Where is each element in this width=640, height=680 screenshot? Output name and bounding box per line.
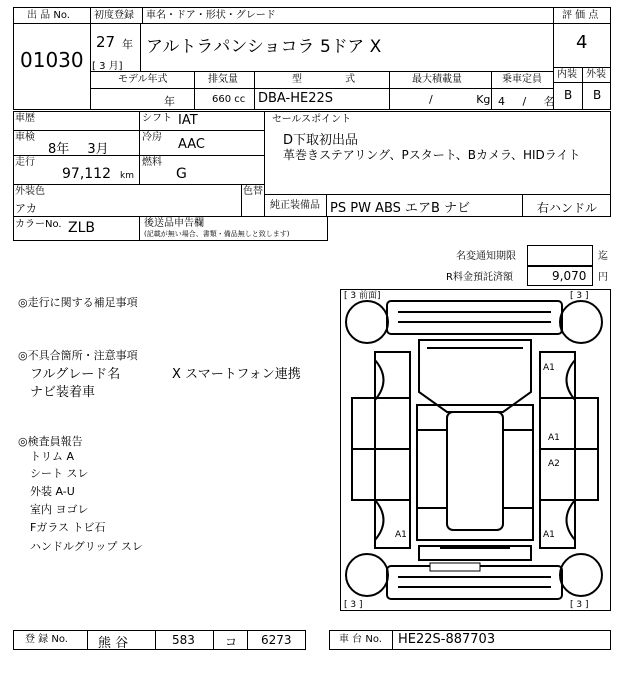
car-name: アルトラパンショコラ 5ドア X: [146, 37, 382, 57]
color-value: アカ: [15, 202, 37, 215]
lot-number-label: 出 品 No.: [27, 10, 70, 21]
interior-label: 内装: [557, 69, 577, 80]
score-label: 評 価 点: [562, 10, 599, 21]
first-registration-label: 初度登録: [94, 10, 134, 21]
inspector-report-label: ◎検査員報告: [18, 435, 83, 448]
registration-class: 583: [172, 633, 195, 647]
inspection-value: 8年 3月: [48, 142, 109, 157]
name-change-suffix: 迄: [598, 251, 608, 262]
color-change-label: 色替: [243, 186, 263, 197]
color-number-value: ZLB: [68, 220, 95, 236]
inspector-line: 室内 ヨゴレ: [30, 503, 89, 516]
first-registration-year: 27: [96, 33, 116, 51]
damage-mark-door-rear-right: A2: [548, 459, 560, 469]
sales-point-line1: D下取初出品: [283, 133, 359, 148]
max-load-label: 最大積載量: [412, 74, 462, 85]
aftermarket-label: 後送品申告欄: [144, 218, 204, 229]
mileage-unit: km: [120, 171, 134, 181]
damage-mark-rear-left: A1: [395, 530, 407, 540]
ac-label: 冷房: [142, 132, 162, 143]
inspector-line: シート スレ: [30, 467, 89, 480]
car-name-label: 車名・ドア・形状・グレード: [146, 10, 276, 21]
capacity: 4 / 名: [498, 95, 555, 108]
recycle-fee-label: R料金預託済額: [446, 272, 513, 283]
damage-mark-rear-right: A1: [543, 530, 555, 540]
inspector-line: ハンドルグリップ スレ: [30, 540, 143, 553]
corner-label-rear-right: [ 3 ]: [570, 600, 589, 610]
damage-mark-fender-right: A1: [543, 363, 555, 373]
chassis-number: HE22S-887703: [398, 632, 496, 647]
name-change-label: 名変通知期限: [456, 251, 516, 262]
recycle-fee-value: 9,070: [552, 269, 587, 283]
year-unit: 年: [122, 38, 133, 51]
inspection-label: 車検: [15, 132, 35, 143]
equipment-label: 純正装備品: [270, 200, 320, 211]
registration-kana: コ: [225, 635, 238, 649]
defect-line1b: X スマートフォン連携: [172, 367, 301, 382]
sales-point-line2: 革巻きステアリング、Pスタート、Bカメラ、HIDライト: [283, 148, 581, 162]
inspector-line: トリム A: [30, 450, 75, 463]
displacement: 660 cc: [212, 94, 246, 105]
inspector-line: Fガラス トビ石: [30, 521, 106, 534]
exterior-grade: B: [593, 88, 602, 102]
shift-value: IAT: [178, 113, 198, 128]
capacity-label: 乗車定員: [502, 74, 542, 85]
shift-label: シフト: [142, 113, 172, 124]
model-year-unit: 年: [164, 95, 175, 108]
fuel-value: G: [176, 166, 187, 182]
inspector-line: 外装 A-U: [30, 485, 75, 498]
history-label: 車歴: [15, 113, 35, 124]
damage-mark-door-front-right: A1: [548, 433, 560, 443]
mileage-value: 97,112: [62, 166, 111, 182]
fuel-label: 燃料: [142, 157, 162, 168]
defect-line1a: フルグレード名: [30, 367, 121, 382]
aftermarket-note: (記載が無い場合、書類・備品無しと致します): [144, 230, 290, 238]
model-year-label: モデル年式: [118, 74, 168, 85]
mileage-label: 走行: [15, 157, 35, 168]
sales-point-label: セールスポイント: [272, 114, 352, 125]
max-load: / Kg: [429, 93, 491, 106]
corner-label-front-right: [ 3 ]: [570, 291, 589, 301]
exterior-label: 外装: [586, 69, 606, 80]
defects-label: ◎不具合箇所・注意事項: [18, 349, 138, 362]
displacement-label: 排気量: [208, 74, 238, 85]
lot-number: 01030: [20, 48, 84, 72]
steering-value: 右ハンドル: [537, 201, 598, 215]
recycle-fee-unit: 円: [598, 272, 608, 283]
color-label: 外装色: [15, 186, 45, 197]
overall-score: 4: [576, 32, 588, 53]
registration-label: 登 録 No.: [25, 634, 68, 645]
registration-place: 熊 谷: [98, 636, 129, 651]
corner-label-front-left: [ 3 前面]: [344, 291, 381, 301]
driving-notes-label: ◎走行に関する補足事項: [18, 296, 138, 309]
ac-value: AAC: [178, 137, 205, 152]
defect-line2: ナビ装着車: [30, 385, 96, 400]
chassis-label: 車 台 No.: [339, 634, 382, 645]
color-number-label: カラーNo.: [15, 219, 62, 230]
first-registration-month: [ 3 月]: [92, 61, 123, 72]
model-label: 型 式: [292, 74, 356, 85]
corner-label-rear-left: [ 3 ]: [344, 600, 363, 610]
equipment-value: PS PW ABS エアB ナビ: [330, 201, 471, 216]
model-code: DBA-HE22S: [258, 91, 334, 106]
registration-number: 6273: [261, 633, 292, 647]
interior-grade: B: [564, 88, 573, 102]
